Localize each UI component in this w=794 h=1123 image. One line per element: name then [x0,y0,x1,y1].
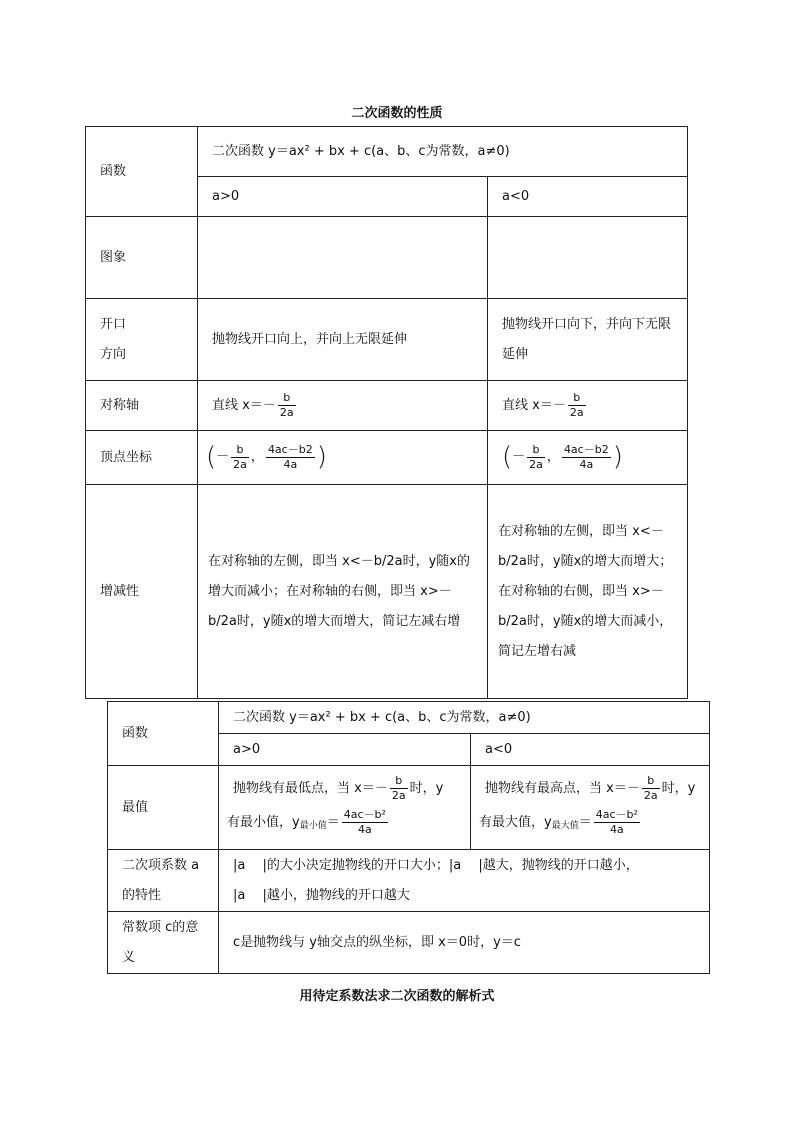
axis-prefix: 直线 x＝－ [502,397,566,413]
coef-text-line1: |a |的大小决定抛物线的开口大小；|a |越大，抛物线的开口越小， [233,857,639,873]
vertex-x-den: 2a [233,457,247,471]
graph-neg-cell [488,217,688,299]
mono-label: 增减性 [86,485,198,699]
vertex-x-num: b [231,443,249,458]
frac-den: 4a [357,823,372,836]
vertex-label: 顶点坐标 [86,431,198,485]
axis-numerator: b [568,391,586,406]
axis-prefix: 直线 x＝－ [212,397,276,413]
axis-pos [198,381,488,431]
axis-numerator: b [278,391,296,406]
mono-pos: 在对称轴的左侧，即当 x<－b/2a时，y随x的增大而减小；在对称轴的右侧，即当 x>－b/2a时，y随x的增大而增大，简记左减右增 [198,485,488,699]
func-def: 二次函数 y＝ax² + bx + c(a、b、c为常数，a≠0) [198,127,688,177]
vertex-x-den: 2a [529,457,543,471]
page-title: 二次函数的性质 [351,106,443,121]
coef-label [108,850,219,912]
extreme-neg-text1: 抛物线有最高点，当 x＝－ [485,781,640,796]
a-neg-header: a<0 [488,177,688,217]
func-label: 函数 [86,127,198,217]
vertex-x-num: b [527,443,545,458]
open-label-line2: 方向 [100,346,127,362]
const-label-line2: 义 [122,949,136,965]
max-subscript: 最大值 [551,821,579,831]
extreme-label: 最值 [108,766,219,850]
axis-label: 对称轴 [86,381,198,431]
extreme-pos: 抛物线有最低点，当 x＝－ $\frac{b}{2a}$ 时，y 有最小值，y最小值＝ $\frac{\text{4ac－b²}}{4a}$ [219,766,471,850]
axis-fraction [278,391,296,420]
coef-label-line1: 二次项系数 a [122,857,200,873]
extreme-neg-text2: 时，y [661,781,696,796]
a-pos-header-2: a>0 [219,734,471,766]
frac-den: 4a [609,823,624,836]
extreme-neg-text3: 有最大值，y [479,815,552,830]
coef-text-line2: |a |越小，抛物线的开口越大 [233,887,410,903]
func-def-2: 二次函数 y＝ax² + bx + c(a、b、c为常数，a≠0) [219,702,710,734]
a-neg-header-2: a<0 [471,734,710,766]
axis-fraction [568,391,586,420]
func-label-2: 函数 [108,702,219,766]
frac-num: 4ac－b² [595,808,638,821]
frac-b: b [390,774,408,789]
const-label-line1: 常数项 c的意 [122,919,199,935]
graph-label: 图象 [86,217,198,299]
coef-text [219,850,710,912]
open-label [86,299,198,381]
vertex-neg: (－ $\frac{b}{2a}$ ， $\frac{4ac-b2}{4a}$ ) [488,431,688,485]
extreme-pos-text2: 时，y [409,781,444,796]
vertex-y-den: 4a [283,457,298,471]
min-subscript: 最小值 [299,821,327,831]
axis-neg [488,381,688,431]
open-label-line1: 开口 [100,316,127,332]
axis-denominator: 2a [569,405,584,419]
open-pos: 抛物线开口向上，并向上无限延伸 [198,299,488,381]
open-neg: 抛物线开口向下，并向下无限延伸 [488,299,688,381]
frac-b: b [642,774,660,789]
a-pos-header: a>0 [198,177,488,217]
coef-label-line2: 的特性 [122,887,162,903]
vertex-y-num: 4ac－b2 [563,442,609,456]
extreme-table [107,701,710,974]
mono-neg: 在对称轴的左侧，即当 x<－b/2a时，y随x的增大而增大；在对称轴的右侧，即当 x>－b/2a时，y随x的增大而减小，简记左增右减 [488,485,688,699]
extreme-pos-text3: 有最小值，y [227,815,300,830]
axis-denominator: 2a [279,405,294,419]
const-label [108,912,219,974]
frac-num: 4ac－b² [343,808,386,821]
vertex-pos: (－ $\frac{b}{2a}$ ， $\frac{4ac-b2}{4a}$ ) [198,431,488,485]
const-text: c是抛物线与 y轴交点的纵坐标，即 x＝0时，y＝c [219,912,710,974]
footer-title: 用待定系数法求二次函数的解析式 [299,989,495,1004]
vertex-y-num: 4ac－b2 [267,442,313,456]
vertex-y-den: 4a [579,457,594,471]
extreme-neg: 抛物线有最高点，当 x＝－ $\frac{b}{2a}$ 时，y 有最大值，y最大值＝ $\frac{\text{4ac－b²}}{4a}$ [471,766,710,850]
graph-pos-cell [198,217,488,299]
properties-table [85,126,688,699]
frac-2a: 2a [391,789,406,802]
frac-2a: 2a [643,789,658,802]
extreme-pos-text1: 抛物线有最低点，当 x＝－ [233,781,388,796]
